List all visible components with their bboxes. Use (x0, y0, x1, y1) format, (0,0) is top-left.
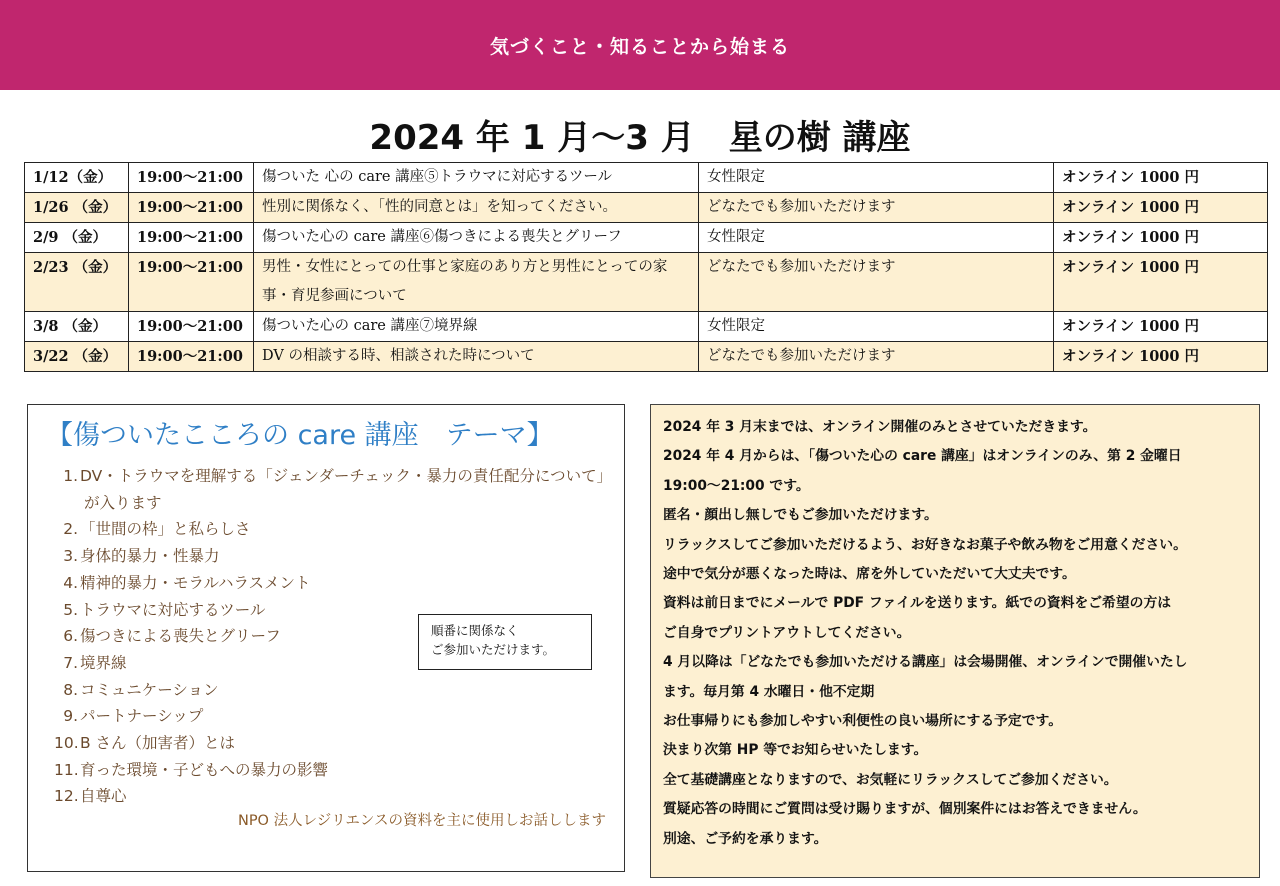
table-row (25, 223, 1268, 253)
date-cell: 1/12（金） (25, 163, 129, 193)
title-cell: 男性・女性にとっての仕事と家庭のあり方と男性にとっての家事・育児参画について (254, 253, 699, 312)
theme-text: B さん（加害者）とは (80, 734, 236, 753)
theme-text: DV・トラウマを理解する「ジェンダーチェック・暴力の責任配分について」 (80, 467, 613, 485)
theme-text: 傷つきによる喪失とグリーフ (80, 627, 281, 646)
table-row (25, 342, 1268, 372)
theme-number: 4. (63, 573, 78, 592)
price-cell: オンライン 1000 円 (1054, 253, 1268, 312)
title-cell: 傷ついた心の care 講座⑦境界線 (254, 312, 699, 342)
theme-heading: 【傷ついたこころの care 講座 テーマ】 (46, 420, 554, 451)
date-cell: 2/23 （金） (25, 253, 129, 312)
list-item (54, 757, 624, 784)
info-box (650, 404, 1260, 878)
info-line: 4 月以降は「どなたでも参加いただける講座」は会場開催、オンラインで開催いたし (663, 654, 1188, 671)
theme-text: パートナーシップ (80, 707, 204, 726)
theme-number: 3. (63, 547, 78, 566)
time-cell: 19:00～21:00 (129, 312, 254, 342)
order-note-line-2: ご参加いただけます。 (431, 642, 556, 657)
theme-number: 12. (54, 787, 79, 806)
theme-text: 育った環境・子どもへの暴力の影響 (80, 760, 329, 779)
price-cell: オンライン 1000 円 (1054, 223, 1268, 253)
list-item (54, 783, 624, 810)
theme-number: 8. (63, 680, 78, 699)
title-cell: DV の相談する時、相談された時について (254, 342, 699, 372)
theme-text: コミュニケーション (80, 680, 219, 699)
time-cell: 19:00～21:00 (129, 223, 254, 253)
list-item (54, 463, 624, 516)
theme-number: 10. (54, 734, 79, 753)
date-cell: 3/22 （金） (25, 342, 129, 372)
list-item (54, 543, 624, 570)
target-cell: どなたでも参加いただけます (699, 193, 1054, 223)
time-cell: 19:00～21:00 (129, 342, 254, 372)
info-line: 2024 年 4 月からは、「傷ついた心の care 講座」はオンラインのみ、第 2 金曜日 (663, 448, 1182, 465)
target-cell: 女性限定 (699, 223, 1054, 253)
info-line: ます。毎月第 4 水曜日・他不定期 (663, 683, 875, 700)
date-cell: 1/26 （金） (25, 193, 129, 223)
list-item (54, 570, 624, 597)
info-line: ご自身でプリントアウトしてください。 (663, 624, 911, 641)
date-cell: 3/8 （金） (25, 312, 129, 342)
info-line: 全て基礎講座となりますので、お気軽にリラックスしてご参加ください。 (663, 771, 1118, 788)
info-line: 別途、ご予約を承ります。 (663, 830, 828, 847)
list-item (54, 516, 624, 543)
schedule-table (24, 162, 1268, 372)
page-title: 2024 年 1 月～3 月 星の樹 講座 (369, 118, 911, 158)
info-line: リラックスしてご参加いただけるよう、お好きなお菓子や飲み物をご用意ください。 (663, 536, 1187, 553)
info-line: 途中で気分が悪くなった時は、席を外していただいて大丈夫です。 (663, 566, 1076, 583)
theme-number: 6. (63, 627, 78, 646)
info-line: 決まり次第 HP 等でお知らせいたします。 (663, 742, 928, 759)
info-line: 質疑応答の時間にご質問は受け賜りますが、個別案件にはお答えできません。 (663, 801, 1147, 818)
price-cell: オンライン 1000 円 (1054, 312, 1268, 342)
target-cell: 女性限定 (699, 163, 1054, 193)
time-cell: 19:00～21:00 (129, 163, 254, 193)
title-cell: 傷ついた 心の care 講座⑤トラウマに対応するツール (254, 163, 699, 193)
table-row (25, 253, 1268, 312)
info-line: 匿名・顔出し無しでもご参加いただけます。 (663, 507, 938, 524)
info-line: 19:00～21:00 です。 (663, 477, 810, 494)
info-line: お仕事帰りにも参加しやすい利便性の良い場所にする予定です。 (663, 713, 1063, 730)
theme-footer: NPO 法人レジリエンスの資料を主に使用しお話しします (237, 813, 606, 829)
list-item (54, 703, 624, 730)
theme-number: 5. (63, 600, 78, 619)
table-row (25, 312, 1268, 342)
price-cell: オンライン 1000 円 (1054, 193, 1268, 223)
time-cell: 19:00～21:00 (129, 193, 254, 223)
target-cell: どなたでも参加いただけます (699, 253, 1054, 312)
theme-text: 精神的暴力・モラルハラスメント (80, 573, 311, 592)
target-cell: 女性限定 (699, 312, 1054, 342)
list-item (54, 730, 624, 757)
table-row (25, 193, 1268, 223)
theme-text-continued: が入ります (84, 493, 162, 512)
info-line: 資料は前日までにメールで PDF ファイルを送ります。紙での資料をご希望の方は (663, 595, 1172, 612)
date-cell: 2/9 （金） (25, 223, 129, 253)
theme-number: 2. (63, 520, 78, 539)
title-cell: 性別に関係なく、「性的同意とは」を知ってください。 (254, 193, 699, 223)
banner-tagline: 気づくこと・知ることから始まる (489, 35, 790, 58)
order-note (418, 614, 592, 670)
theme-text: 「世間の枠」と私らしさ (80, 520, 251, 539)
theme-number: 7. (63, 653, 78, 672)
theme-text: 身体的暴力・性暴力 (80, 547, 220, 566)
title-cell: 傷ついた心の care 講座⑥傷つきによる喪失とグリーフ (254, 223, 699, 253)
target-cell: どなたでも参加いただけます (699, 342, 1054, 372)
table-row (25, 163, 1268, 193)
theme-number: 11. (54, 760, 79, 779)
theme-number: 1. (63, 467, 78, 485)
time-cell: 19:00～21:00 (129, 253, 254, 312)
list-item (54, 677, 624, 704)
price-cell: オンライン 1000 円 (1054, 163, 1268, 193)
theme-number: 9. (63, 707, 78, 726)
order-note-line-1: 順番に関係なく (431, 623, 519, 638)
price-cell: オンライン 1000 円 (1054, 342, 1268, 372)
theme-text: 境界線 (80, 653, 127, 672)
theme-text: 自尊心 (80, 787, 127, 806)
theme-text: トラウマに対応するツール (80, 600, 266, 619)
header-banner (0, 0, 1280, 90)
info-line: 2024 年 3 月末までは、オンライン開催のみとさせていただきます。 (663, 419, 1097, 435)
